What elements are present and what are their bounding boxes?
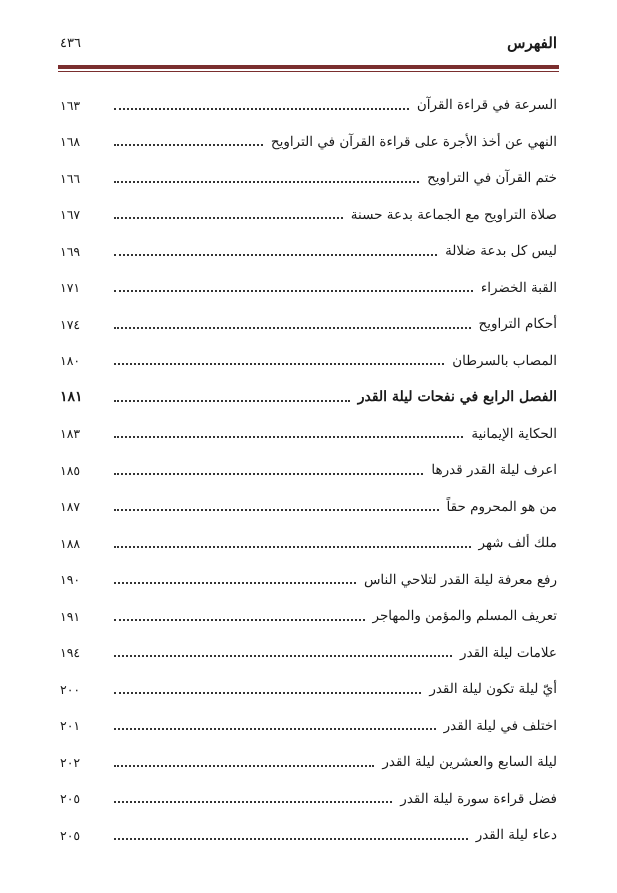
toc-dot-leader [114, 654, 452, 657]
toc-entry-page: ١٨٣ [60, 426, 81, 442]
toc-dot-leader [114, 764, 374, 767]
header-rule-thick [58, 65, 559, 69]
toc-row [60, 744, 557, 781]
toc-dot-leader [114, 800, 392, 803]
toc-row [60, 817, 557, 854]
toc-dot-leader [114, 508, 439, 511]
toc-entry-title: أيّ ليلة تكون ليلة القدر [429, 681, 557, 698]
toc-entry-title: الفصل الرابع في نفحات ليلة القدر [357, 389, 557, 406]
header-title: الفهرس [507, 34, 557, 52]
toc-entry-title: ملك ألف شهر [478, 535, 557, 552]
toc-entry-page: ١٦٩ [60, 243, 81, 259]
toc-entry-title: النهي عن أخذ الأجرة على قراءة القرآن في التراويح [270, 133, 557, 150]
toc-entry-page: ١٨٨ [60, 535, 81, 551]
header-page-number: ٤٣٦ [60, 36, 81, 51]
page-header [60, 30, 557, 60]
toc-dot-leader [114, 581, 356, 584]
toc-row [60, 124, 557, 161]
toc-entry-title: ليس كل بدعة ضلالة [445, 243, 557, 260]
toc-row [60, 343, 557, 380]
toc-dot-leader [114, 727, 436, 730]
toc-row [60, 87, 557, 124]
toc-dot-leader [114, 180, 419, 183]
toc-dot-leader [114, 143, 263, 146]
toc-entry-title: دعاء ليلة القدر [475, 827, 557, 844]
toc-entry-page: ١٨٠ [60, 353, 81, 369]
toc-entry-title: الحكاية الإيمانية [471, 425, 557, 442]
toc-dot-leader [114, 399, 350, 402]
toc-entry-title: من هو المحروم حقاً [446, 498, 557, 515]
toc-entry-page: ٢٠٢ [60, 754, 81, 770]
toc-dot-leader [114, 618, 365, 621]
toc-entry-page: ١٩١ [60, 608, 81, 624]
toc-row [60, 671, 557, 708]
toc-entry-page: ١٨٥ [60, 462, 81, 478]
toc-entry-title: ختم القرآن في التراويح [427, 170, 557, 187]
toc-entry-title: صلاة التراويح مع الجماعة بدعة حسنة [350, 206, 557, 223]
toc-entry-title: القبة الخضراء [480, 279, 557, 296]
toc-dot-leader [114, 253, 437, 256]
toc-dot-leader [114, 691, 421, 694]
toc-row [60, 489, 557, 526]
toc-dot-leader [114, 837, 468, 840]
toc-entry-title: رفع معرفة ليلة القدر لتلاحي الناس [363, 571, 557, 588]
toc-entry-page: ٢٠٥ [60, 827, 81, 843]
toc-entry-title: ليلة السابع والعشرين ليلة القدر [382, 754, 557, 771]
toc-row [60, 452, 557, 489]
toc-dot-leader [114, 435, 463, 438]
toc-entry-page: ١٩٤ [60, 645, 81, 661]
toc-entry-page: ١٦٣ [60, 97, 81, 113]
toc-row [60, 562, 557, 599]
toc-dot-leader [114, 545, 471, 548]
toc-entry-title: علامات ليلة القدر [460, 644, 557, 661]
toc-entry-page: ١٦٦ [60, 170, 81, 186]
toc-entry-page: ١٨٧ [60, 499, 81, 515]
toc-entry-page: ٢٠١ [60, 718, 81, 734]
toc-entry-page: ١٦٧ [60, 207, 81, 223]
toc-row [60, 233, 557, 270]
toc-row [60, 525, 557, 562]
header-rule-thin [58, 71, 559, 72]
toc-entry-page: ١٧٤ [60, 316, 81, 332]
toc-row [60, 781, 557, 818]
toc-row [60, 635, 557, 672]
toc-row [60, 197, 557, 234]
toc-entry-page: ١٨١ [60, 389, 83, 406]
toc-row [60, 306, 557, 343]
toc-row [60, 416, 557, 453]
toc-dot-leader [114, 326, 471, 329]
toc-row [60, 598, 557, 635]
toc-entry-page: ١٧١ [60, 280, 81, 296]
toc-entry-title: المصاب بالسرطان [452, 352, 557, 369]
toc-dot-leader [114, 107, 409, 110]
toc-entry-page: ١٦٨ [60, 134, 81, 150]
toc-entry-page: ٢٠٥ [60, 791, 81, 807]
toc-dot-leader [114, 472, 423, 475]
toc-dot-leader [114, 289, 473, 292]
toc-dot-leader [114, 216, 343, 219]
toc-dot-leader [114, 362, 444, 365]
toc-entry-title: فضل قراءة سورة ليلة القدر [400, 790, 557, 807]
toc-row [60, 708, 557, 745]
toc-entry-title: اختلف في ليلة القدر [443, 717, 557, 734]
toc-entry-title: أحكام التراويح [478, 316, 557, 333]
toc-entry-page: ٢٠٠ [60, 681, 81, 697]
table-of-contents [60, 87, 557, 854]
toc-chapter-row [60, 379, 557, 416]
toc-entry-title: اعرف ليلة القدر قدرها [431, 462, 557, 479]
toc-entry-title: السرعة في قراءة القرآن [416, 97, 557, 114]
toc-entry-page: ١٩٠ [60, 572, 81, 588]
toc-row [60, 160, 557, 197]
toc-entry-title: تعريف المسلم والمؤمن والمهاجر [372, 608, 557, 625]
toc-row [60, 270, 557, 307]
